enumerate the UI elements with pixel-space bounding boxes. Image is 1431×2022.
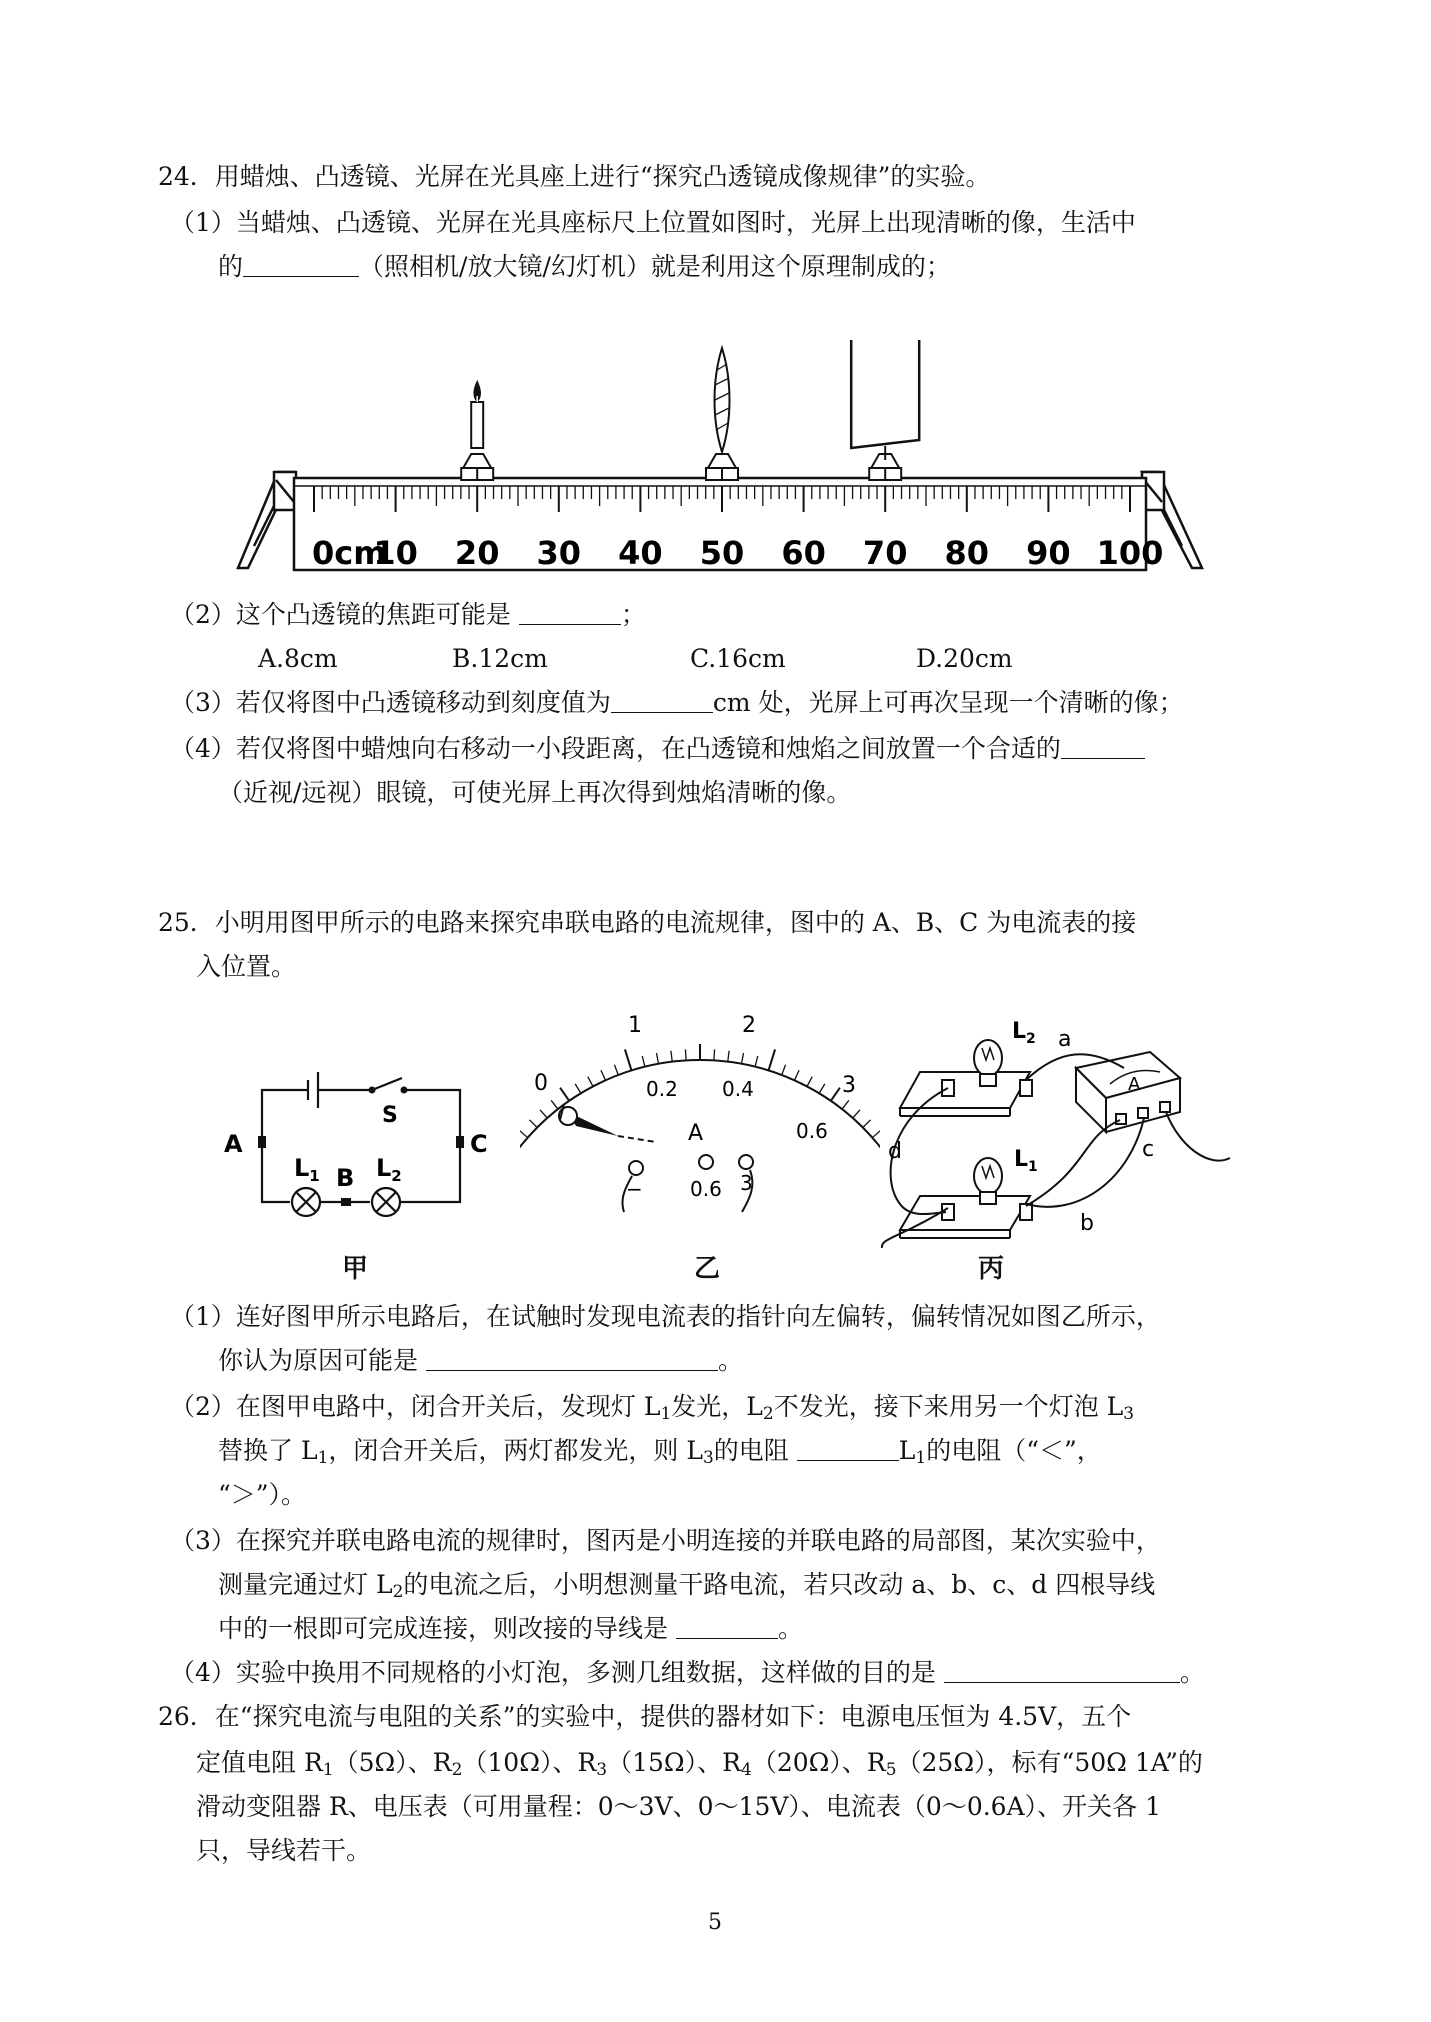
wire-c-label: c [1142, 1137, 1155, 1162]
dial-zero: 0 [534, 1071, 548, 1096]
ammeter-yi-figure [520, 1000, 880, 1220]
lamp-l1-label: $L_1$ [294, 1154, 320, 1185]
fig-yi-label: 乙 [694, 1254, 721, 1284]
ruler-label: 50 [699, 534, 745, 572]
fig-jia-label: 甲 [342, 1254, 369, 1284]
point-b-label: B [336, 1164, 355, 1192]
wire-a-label: a [1058, 1027, 1072, 1052]
q24-blank4[interactable] [1061, 732, 1145, 759]
dial-upper-1: 1 [628, 1013, 642, 1038]
q25-part1-line2: 你认为原因可能是 。 [218, 1346, 743, 1375]
dial-upper-3: 3 [842, 1073, 856, 1098]
ruler-label: 100 [1096, 534, 1164, 572]
q25-title-line1: 25．小明用图甲所示的电路来探究串联电路的电流规律，图中的 A、B、C 为电流表的接 [158, 908, 1137, 937]
candle-holder [461, 454, 493, 480]
q25-blank2[interactable] [797, 1434, 899, 1461]
q25-part2-line2: 替换了 $L_1$，闭合开关后，两灯都发光，则 $L_3$的电阻 $L_1$的电阻（“＜”， [218, 1436, 1102, 1468]
bench-left-leg [238, 472, 296, 568]
q25-blank1[interactable] [426, 1344, 718, 1371]
q26-line2: 定值电阻 $R_1(5\Omega)$、$R_2(10\Omega)$、$R_3(15\Omega)$、$R_4(20\Omega)$、$R_5(25\Omega)$，标有“50Ω 1A”的 [196, 1748, 1203, 1780]
fig-bing-label: 丙 [978, 1254, 1005, 1284]
switch-s-label: S [382, 1103, 398, 1128]
q24-part1-line1: （1）当蜡烛、凸透镜、光屏在光具座标尺上位置如图时，光屏上出现清晰的像，生活中 [170, 208, 1136, 237]
q24-blank1[interactable] [243, 250, 359, 277]
light-screen [851, 340, 919, 460]
ruler-label: 0cm [312, 534, 387, 572]
ruler-label: 80 [944, 534, 990, 572]
ammeter-symbol: A [688, 1121, 704, 1146]
wire-d-label: d [888, 1139, 902, 1164]
q25-part2-line3: “＞”）。 [218, 1480, 307, 1509]
terminal-3: 3 [740, 1171, 753, 1195]
q25-blank3[interactable] [676, 1612, 778, 1639]
ruler-label: 30 [536, 534, 582, 572]
ruler-label: 40 [618, 534, 663, 572]
q25-part1-line1: （1）连好图甲所示电路后，在试触时发现电流表的指针向左偏转，偏转情况如图乙所示， [170, 1302, 1161, 1331]
dial-lower-02: 0.2 [646, 1077, 678, 1101]
page-number: 5 [708, 1910, 722, 1935]
convex-lens [715, 348, 730, 452]
q25-part3-line2: 测量完通过灯 $L_2$的电流之后，小明想测量干路电流，若只改动 a、b、c、d 四根导线 [218, 1570, 1156, 1602]
ruler-label: 10 [373, 534, 418, 572]
lamp-l2-label: $L_2$ [376, 1154, 402, 1185]
circuit-bing-figure [880, 1008, 1240, 1248]
q24-option-b[interactable]: B.12cm [452, 644, 548, 673]
q24-option-d[interactable]: D.20cm [916, 644, 1013, 673]
dial-lower-06: 0.6 [796, 1119, 828, 1143]
bing-l1-label: $L_1$ [1014, 1147, 1038, 1175]
wire-b-label: b [1080, 1211, 1094, 1236]
q25-title-line2: 入位置。 [196, 952, 297, 981]
optical-bench-figure [230, 340, 1210, 580]
q26-line4: 只，导线若干。 [196, 1836, 372, 1865]
q24-part2: （2）这个凸透镜的焦距可能是 ； [170, 600, 646, 629]
q26-line3: 滑动变阻器 R、电压表（可用量程：0～3V、0～15V）、电流表（0～0.6A）、开关各 1 [196, 1792, 1161, 1821]
q24-part3: （3）若仅将图中凸透镜移动到刻度值为 cm 处，光屏上可再次呈现一个清晰的像； [170, 688, 1184, 717]
q25-part4: （4）实验中换用不同规格的小灯泡，多测几组数据，这样做的目的是 。 [170, 1658, 1205, 1687]
terminal-06: 0.6 [690, 1177, 722, 1201]
q25-part2-line1: （2）在图甲电路中，闭合开关后，发现灯 $L_1$发光，$L_2$不发光，接下来用另一个灯泡 $L_3$ [170, 1392, 1135, 1424]
terminal-minus: − [626, 1177, 643, 1201]
bing-l2-label: $L_2$ [1012, 1019, 1036, 1047]
lens-holder [706, 454, 738, 480]
q24-blank2[interactable] [519, 598, 621, 625]
candle [471, 380, 483, 448]
q25-blank4[interactable] [944, 1656, 1180, 1683]
circuit-jia-figure [220, 1040, 500, 1260]
q24-part1-line2: 的 （照相机/放大镜/幻灯机）就是利用这个原理制成的； [218, 252, 951, 281]
ruler-label: 20 [454, 534, 500, 572]
q24-option-c[interactable]: C.16cm [690, 644, 786, 673]
ruler-label: 60 [781, 534, 826, 572]
q25-part3-line3: 中的一根即可完成连接，则改接的导线是 。 [218, 1614, 803, 1643]
q24-option-a[interactable]: A.8cm [258, 644, 338, 673]
ruler-label: 90 [1026, 534, 1071, 572]
dial-lower-04: 0.4 [722, 1077, 754, 1101]
dial-upper-2: 2 [742, 1013, 756, 1038]
point-a-label: A [224, 1130, 243, 1158]
ammeter-pointer [559, 1104, 656, 1142]
q24-blank3[interactable] [611, 686, 713, 713]
q24-part4-line1: （4）若仅将图中蜡烛向右移动一小段距离，在凸透镜和烛焰之间放置一个合适的 [170, 732, 1145, 766]
q24-part4-line2: （近视/远视）眼镜，可使光屏上再次得到烛焰清晰的像。 [218, 778, 852, 807]
q25-part3-line1: （3）在探究并联电路电流的规律时，图丙是小明连接的并联电路的局部图，某次实验中， [170, 1526, 1161, 1555]
point-c-label: C [470, 1130, 488, 1158]
ruler-label: 70 [862, 534, 908, 572]
q26-line1: 26．在“探究电流与电阻的关系”的实验中，提供的器材如下：电源电压恒为 4.5V，五个 [158, 1702, 1132, 1731]
q24-title: 24．用蜡烛、凸透镜、光屏在光具座上进行“探究凸透镜成像规律”的实验。 [158, 162, 991, 191]
meter-a-symbol: A [1128, 1074, 1141, 1095]
